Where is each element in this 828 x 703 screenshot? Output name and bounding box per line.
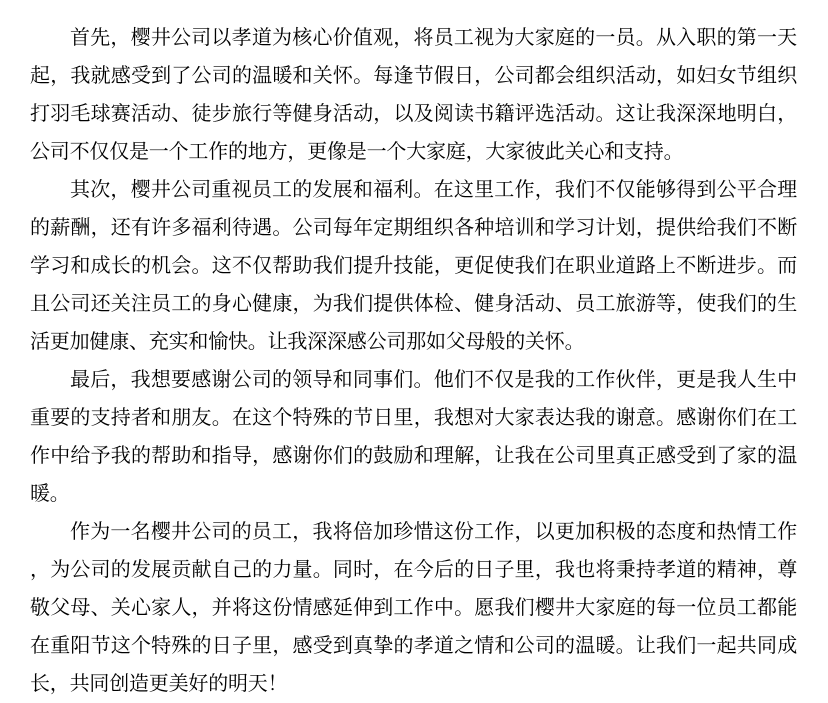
paragraph-1: 首先，樱井公司以孝道为核心价值观，将员工视为大家庭的一员。从入职的第一天起，我就感受到了公司的温暖和关怀。每逢节假日，公司都会组织活动，如妇女节组织打羽毛球赛活动、徒步旅行等健身活动，以及阅读书籍评选活动。这让我深深地明白，公司不仅仅是一个工作的地方，更像是一个大家庭，大家彼此关心和支持。 bbox=[30, 27, 797, 163]
paragraph-2: 其次，樱井公司重视员工的发展和福利。在这里工作，我们不仅能够得到公平合理的薪酬，还有许多福利待遇。公司每年定期组织各种培训和学习计划，提供给我们不断学习和成长的机会。这不仅帮助我们提升技能，更促使我们在职业道路上不断进步。而且公司还关注员工的身心健康，为我们提供体检、健身活动、员工旅游等，使我们的生活更加健康、充实和愉快。让我深深感公司那如父母般的关怀。 bbox=[30, 179, 797, 353]
paragraph-4: 作为一名樱井公司的员工，我将倍加珍惜这份工作，以更加积极的态度和热情工作，为公司的发展贡献自己的力量。同时，在今后的日子里，我也将秉持孝道的精神，尊敬父母、关心家人，并将这份情感延伸到工作中。愿我们樱井大家庭的每一位员工都能在重阳节这个特殊的日子里，感受到真挚的孝道之情和公司的温暖。让我们一起共同成长，共同创造更美好的明天！ bbox=[30, 521, 797, 695]
paragraph-3: 最后，我想要感谢公司的领导和同事们。他们不仅是我的工作伙伴，更是我人生中重要的支持者和朋友。在这个特殊的节日里，我想对大家表达我的谢意。感谢你们在工作中给予我的帮助和指导，感谢你们的鼓励和理解，让我在公司里真正感受到了家的温暖。 bbox=[30, 369, 797, 505]
